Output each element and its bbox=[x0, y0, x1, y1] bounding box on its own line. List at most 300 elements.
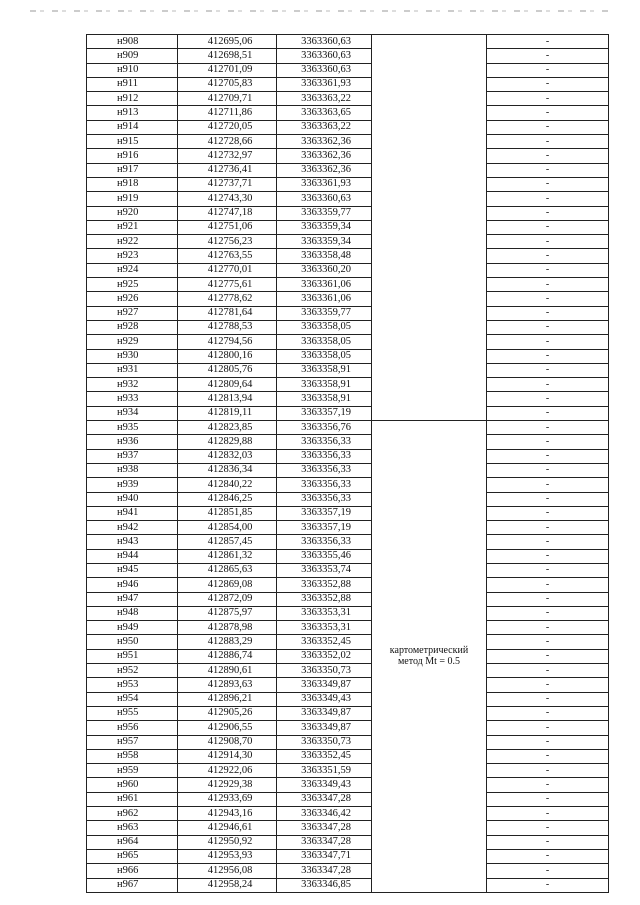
y-coordinate-cell: 3363357,19 bbox=[277, 521, 372, 535]
dash-cell: - bbox=[487, 606, 609, 620]
table-row bbox=[87, 621, 609, 635]
y-coordinate-cell: 3363349,87 bbox=[277, 721, 372, 735]
dash-cell: - bbox=[487, 864, 609, 878]
y-coordinate-cell: 3363353,31 bbox=[277, 621, 372, 635]
table-row bbox=[87, 49, 609, 63]
x-coordinate-cell: 412800,16 bbox=[178, 349, 277, 363]
point-number-cell: н965 bbox=[87, 849, 178, 863]
point-number-cell: н933 bbox=[87, 392, 178, 406]
y-coordinate-cell: 3363347,28 bbox=[277, 864, 372, 878]
x-coordinate-cell: 412775,61 bbox=[178, 278, 277, 292]
y-coordinate-cell: 3363356,33 bbox=[277, 449, 372, 463]
dash-cell: - bbox=[487, 821, 609, 835]
point-number-cell: н955 bbox=[87, 706, 178, 720]
y-coordinate-cell: 3363361,06 bbox=[277, 278, 372, 292]
x-coordinate-cell: 412890,61 bbox=[178, 664, 277, 678]
y-coordinate-cell: 3363353,31 bbox=[277, 606, 372, 620]
y-coordinate-cell: 3363352,45 bbox=[277, 749, 372, 763]
x-coordinate-cell: 412846,25 bbox=[178, 492, 277, 506]
method-label-line2: метод Mt = 0.5 bbox=[397, 656, 461, 668]
x-coordinate-cell: 412922,06 bbox=[178, 764, 277, 778]
dash-cell: - bbox=[487, 492, 609, 506]
y-coordinate-cell: 3363357,19 bbox=[277, 406, 372, 420]
point-number-cell: н925 bbox=[87, 278, 178, 292]
table-row bbox=[87, 535, 609, 549]
dash-cell: - bbox=[487, 63, 609, 77]
point-number-cell: н918 bbox=[87, 177, 178, 191]
x-coordinate-cell: 412698,51 bbox=[178, 49, 277, 63]
dash-cell: - bbox=[487, 278, 609, 292]
point-number-cell: н923 bbox=[87, 249, 178, 263]
y-coordinate-cell: 3363360,63 bbox=[277, 63, 372, 77]
table-row bbox=[87, 549, 609, 563]
point-number-cell: н928 bbox=[87, 320, 178, 334]
x-coordinate-cell: 412905,26 bbox=[178, 706, 277, 720]
x-coordinate-cell: 412728,66 bbox=[178, 135, 277, 149]
y-coordinate-cell: 3363358,05 bbox=[277, 320, 372, 334]
point-number-cell: н909 bbox=[87, 49, 178, 63]
table-row bbox=[87, 263, 609, 277]
x-coordinate-cell: 412819,11 bbox=[178, 406, 277, 420]
x-coordinate-cell: 412770,01 bbox=[178, 263, 277, 277]
table-row bbox=[87, 521, 609, 535]
point-number-cell: н940 bbox=[87, 492, 178, 506]
point-number-cell: н943 bbox=[87, 535, 178, 549]
table-row bbox=[87, 478, 609, 492]
y-coordinate-cell: 3363353,74 bbox=[277, 563, 372, 577]
table-row bbox=[87, 563, 609, 577]
y-coordinate-cell: 3363347,28 bbox=[277, 792, 372, 806]
y-coordinate-cell: 3363352,02 bbox=[277, 649, 372, 663]
dash-cell: - bbox=[487, 306, 609, 320]
dash-cell: - bbox=[487, 35, 609, 49]
y-coordinate-cell: 3363356,76 bbox=[277, 421, 372, 435]
dash-cell: - bbox=[487, 506, 609, 520]
point-number-cell: н948 bbox=[87, 606, 178, 620]
y-coordinate-cell: 3363346,42 bbox=[277, 807, 372, 821]
dash-cell: - bbox=[487, 263, 609, 277]
table-row bbox=[87, 864, 609, 878]
y-coordinate-cell: 3363356,33 bbox=[277, 435, 372, 449]
x-coordinate-cell: 412823,85 bbox=[178, 421, 277, 435]
table-row bbox=[87, 106, 609, 120]
point-number-cell: н950 bbox=[87, 635, 178, 649]
x-coordinate-cell: 412756,23 bbox=[178, 235, 277, 249]
y-coordinate-cell: 3363359,34 bbox=[277, 220, 372, 234]
y-coordinate-cell: 3363362,36 bbox=[277, 149, 372, 163]
dash-cell: - bbox=[487, 320, 609, 334]
dash-cell: - bbox=[487, 621, 609, 635]
table-row bbox=[87, 249, 609, 263]
dash-cell: - bbox=[487, 706, 609, 720]
y-coordinate-cell: 3363352,88 bbox=[277, 578, 372, 592]
x-coordinate-cell: 412778,62 bbox=[178, 292, 277, 306]
table-row bbox=[87, 449, 609, 463]
y-coordinate-cell: 3363347,28 bbox=[277, 821, 372, 835]
table-row bbox=[87, 77, 609, 91]
x-coordinate-cell: 412851,85 bbox=[178, 506, 277, 520]
dash-cell: - bbox=[487, 363, 609, 377]
table-row bbox=[87, 821, 609, 835]
point-number-cell: н926 bbox=[87, 292, 178, 306]
x-coordinate-cell: 412914,30 bbox=[178, 749, 277, 763]
dash-cell: - bbox=[487, 249, 609, 263]
point-number-cell: н915 bbox=[87, 135, 178, 149]
y-coordinate-cell: 3363349,43 bbox=[277, 692, 372, 706]
dash-cell: - bbox=[487, 849, 609, 863]
y-coordinate-cell: 3363360,63 bbox=[277, 49, 372, 63]
dash-cell: - bbox=[487, 449, 609, 463]
table-row bbox=[87, 749, 609, 763]
method-label-line1: картометрический bbox=[389, 645, 469, 657]
table-row bbox=[87, 120, 609, 134]
y-coordinate-cell: 3363358,05 bbox=[277, 335, 372, 349]
point-number-cell: н963 bbox=[87, 821, 178, 835]
dash-cell: - bbox=[487, 406, 609, 420]
table-row bbox=[87, 335, 609, 349]
dash-cell: - bbox=[487, 149, 609, 163]
dash-cell: - bbox=[487, 120, 609, 134]
dash-cell: - bbox=[487, 235, 609, 249]
dash-cell: - bbox=[487, 335, 609, 349]
x-coordinate-cell: 412701,09 bbox=[178, 63, 277, 77]
y-coordinate-cell: 3363356,33 bbox=[277, 463, 372, 477]
dash-cell: - bbox=[487, 349, 609, 363]
y-coordinate-cell: 3363360,20 bbox=[277, 263, 372, 277]
point-number-cell: н912 bbox=[87, 92, 178, 106]
scan-artifact-line bbox=[30, 10, 610, 12]
table-row bbox=[87, 92, 609, 106]
table-row bbox=[87, 778, 609, 792]
point-number-cell: н938 bbox=[87, 463, 178, 477]
dash-cell: - bbox=[487, 664, 609, 678]
y-coordinate-cell: 3363347,71 bbox=[277, 849, 372, 863]
table-row bbox=[87, 792, 609, 806]
x-coordinate-cell: 412751,06 bbox=[178, 220, 277, 234]
y-coordinate-cell: 3363351,59 bbox=[277, 764, 372, 778]
point-number-cell: н954 bbox=[87, 692, 178, 706]
x-coordinate-cell: 412832,03 bbox=[178, 449, 277, 463]
point-number-cell: н962 bbox=[87, 807, 178, 821]
coordinates-table-body bbox=[87, 35, 609, 893]
y-coordinate-cell: 3363350,73 bbox=[277, 735, 372, 749]
table-row bbox=[87, 878, 609, 892]
point-number-cell: н910 bbox=[87, 63, 178, 77]
point-number-cell: н921 bbox=[87, 220, 178, 234]
dash-cell: - bbox=[487, 835, 609, 849]
y-coordinate-cell: 3363347,28 bbox=[277, 835, 372, 849]
x-coordinate-cell: 412788,53 bbox=[178, 320, 277, 334]
y-coordinate-cell: 3363346,85 bbox=[277, 878, 372, 892]
point-number-cell: н936 bbox=[87, 435, 178, 449]
y-coordinate-cell: 3363360,63 bbox=[277, 192, 372, 206]
point-number-cell: н964 bbox=[87, 835, 178, 849]
y-coordinate-cell: 3363358,91 bbox=[277, 392, 372, 406]
table-row bbox=[87, 177, 609, 191]
dash-cell: - bbox=[487, 292, 609, 306]
x-coordinate-cell: 412736,41 bbox=[178, 163, 277, 177]
point-number-cell: н947 bbox=[87, 592, 178, 606]
x-coordinate-cell: 412906,55 bbox=[178, 721, 277, 735]
point-number-cell: н944 bbox=[87, 549, 178, 563]
point-number-cell: н927 bbox=[87, 306, 178, 320]
dash-cell: - bbox=[487, 206, 609, 220]
x-coordinate-cell: 412950,92 bbox=[178, 835, 277, 849]
point-number-cell: н908 bbox=[87, 35, 178, 49]
x-coordinate-cell: 412886,74 bbox=[178, 649, 277, 663]
x-coordinate-cell: 412953,93 bbox=[178, 849, 277, 863]
table-row bbox=[87, 592, 609, 606]
y-coordinate-cell: 3363361,93 bbox=[277, 77, 372, 91]
point-number-cell: н913 bbox=[87, 106, 178, 120]
y-coordinate-cell: 3363362,36 bbox=[277, 163, 372, 177]
dash-cell: - bbox=[487, 478, 609, 492]
y-coordinate-cell: 3363356,33 bbox=[277, 478, 372, 492]
point-number-cell: н945 bbox=[87, 563, 178, 577]
point-number-cell: н931 bbox=[87, 363, 178, 377]
table-row bbox=[87, 306, 609, 320]
dash-cell: - bbox=[487, 549, 609, 563]
table-row bbox=[87, 35, 609, 49]
x-coordinate-cell: 412805,76 bbox=[178, 363, 277, 377]
dash-cell: - bbox=[487, 807, 609, 821]
table-row bbox=[87, 807, 609, 821]
point-number-cell: н939 bbox=[87, 478, 178, 492]
point-number-cell: н959 bbox=[87, 764, 178, 778]
dash-cell: - bbox=[487, 792, 609, 806]
x-coordinate-cell: 412829,88 bbox=[178, 435, 277, 449]
dash-cell: - bbox=[487, 878, 609, 892]
point-number-cell: н942 bbox=[87, 521, 178, 535]
table-row bbox=[87, 849, 609, 863]
x-coordinate-cell: 412946,61 bbox=[178, 821, 277, 835]
x-coordinate-cell: 412933,69 bbox=[178, 792, 277, 806]
y-coordinate-cell: 3363356,33 bbox=[277, 535, 372, 549]
point-number-cell: н951 bbox=[87, 649, 178, 663]
x-coordinate-cell: 412813,94 bbox=[178, 392, 277, 406]
x-coordinate-cell: 412720,05 bbox=[178, 120, 277, 134]
point-number-cell: н930 bbox=[87, 349, 178, 363]
dash-cell: - bbox=[487, 535, 609, 549]
dash-cell: - bbox=[487, 220, 609, 234]
point-number-cell: н935 bbox=[87, 421, 178, 435]
point-number-cell: н920 bbox=[87, 206, 178, 220]
y-coordinate-cell: 3363363,22 bbox=[277, 92, 372, 106]
table-row bbox=[87, 363, 609, 377]
y-coordinate-cell: 3363359,34 bbox=[277, 235, 372, 249]
x-coordinate-cell: 412908,70 bbox=[178, 735, 277, 749]
table-row bbox=[87, 721, 609, 735]
x-coordinate-cell: 412857,45 bbox=[178, 535, 277, 549]
point-number-cell: н953 bbox=[87, 678, 178, 692]
dash-cell: - bbox=[487, 563, 609, 577]
x-coordinate-cell: 412711,86 bbox=[178, 106, 277, 120]
point-number-cell: н956 bbox=[87, 721, 178, 735]
x-coordinate-cell: 412958,24 bbox=[178, 878, 277, 892]
dash-cell: - bbox=[487, 692, 609, 706]
table-row bbox=[87, 235, 609, 249]
x-coordinate-cell: 412854,00 bbox=[178, 521, 277, 535]
x-coordinate-cell: 412883,29 bbox=[178, 635, 277, 649]
table-row bbox=[87, 835, 609, 849]
x-coordinate-cell: 412840,22 bbox=[178, 478, 277, 492]
x-coordinate-cell: 412869,08 bbox=[178, 578, 277, 592]
dash-cell: - bbox=[487, 177, 609, 191]
x-coordinate-cell: 412705,83 bbox=[178, 77, 277, 91]
table-row bbox=[87, 692, 609, 706]
dash-cell: - bbox=[487, 435, 609, 449]
dash-cell: - bbox=[487, 749, 609, 763]
point-number-cell: н960 bbox=[87, 778, 178, 792]
table-row bbox=[87, 349, 609, 363]
table-row bbox=[87, 278, 609, 292]
x-coordinate-cell: 412709,71 bbox=[178, 92, 277, 106]
point-number-cell: н937 bbox=[87, 449, 178, 463]
x-coordinate-cell: 412872,09 bbox=[178, 592, 277, 606]
point-number-cell: н916 bbox=[87, 149, 178, 163]
y-coordinate-cell: 3363362,36 bbox=[277, 135, 372, 149]
point-number-cell: н911 bbox=[87, 77, 178, 91]
x-coordinate-cell: 412737,71 bbox=[178, 177, 277, 191]
x-coordinate-cell: 412747,18 bbox=[178, 206, 277, 220]
point-number-cell: н966 bbox=[87, 864, 178, 878]
dash-cell: - bbox=[487, 578, 609, 592]
table-row bbox=[87, 149, 609, 163]
point-number-cell: н922 bbox=[87, 235, 178, 249]
table-row bbox=[87, 206, 609, 220]
table-row bbox=[87, 606, 609, 620]
y-coordinate-cell: 3363356,33 bbox=[277, 492, 372, 506]
x-coordinate-cell: 412861,32 bbox=[178, 549, 277, 563]
dash-cell: - bbox=[487, 163, 609, 177]
table-row bbox=[87, 63, 609, 77]
table-row bbox=[87, 163, 609, 177]
y-coordinate-cell: 3363349,43 bbox=[277, 778, 372, 792]
table-row bbox=[87, 578, 609, 592]
table-row bbox=[87, 192, 609, 206]
table-row bbox=[87, 392, 609, 406]
y-coordinate-cell: 3363349,87 bbox=[277, 678, 372, 692]
coordinates-table bbox=[86, 34, 609, 893]
point-number-cell: н932 bbox=[87, 378, 178, 392]
point-number-cell: н949 bbox=[87, 621, 178, 635]
y-coordinate-cell: 3363358,48 bbox=[277, 249, 372, 263]
dash-cell: - bbox=[487, 721, 609, 735]
table-row bbox=[87, 649, 609, 663]
y-coordinate-cell: 3363360,63 bbox=[277, 35, 372, 49]
dash-cell: - bbox=[487, 378, 609, 392]
point-number-cell: н917 bbox=[87, 163, 178, 177]
dash-cell: - bbox=[487, 392, 609, 406]
point-number-cell: н958 bbox=[87, 749, 178, 763]
y-coordinate-cell: 3363358,05 bbox=[277, 349, 372, 363]
x-coordinate-cell: 412896,21 bbox=[178, 692, 277, 706]
table-row bbox=[87, 435, 609, 449]
table-row bbox=[87, 463, 609, 477]
x-coordinate-cell: 412943,16 bbox=[178, 807, 277, 821]
method-cell-empty bbox=[372, 35, 487, 421]
y-coordinate-cell: 3363358,91 bbox=[277, 363, 372, 377]
y-coordinate-cell: 3363357,19 bbox=[277, 506, 372, 520]
x-coordinate-cell: 412893,63 bbox=[178, 678, 277, 692]
dash-cell: - bbox=[487, 135, 609, 149]
y-coordinate-cell: 3363359,77 bbox=[277, 306, 372, 320]
dash-cell: - bbox=[487, 649, 609, 663]
y-coordinate-cell: 3363355,46 bbox=[277, 549, 372, 563]
table-row bbox=[87, 506, 609, 520]
x-coordinate-cell: 412836,34 bbox=[178, 463, 277, 477]
table-row bbox=[87, 678, 609, 692]
table-row bbox=[87, 635, 609, 649]
dash-cell: - bbox=[487, 778, 609, 792]
x-coordinate-cell: 412865,63 bbox=[178, 563, 277, 577]
y-coordinate-cell: 3363352,88 bbox=[277, 592, 372, 606]
table-row bbox=[87, 220, 609, 234]
x-coordinate-cell: 412743,30 bbox=[178, 192, 277, 206]
x-coordinate-cell: 412732,97 bbox=[178, 149, 277, 163]
y-coordinate-cell: 3363363,22 bbox=[277, 120, 372, 134]
point-number-cell: н929 bbox=[87, 335, 178, 349]
x-coordinate-cell: 412695,06 bbox=[178, 35, 277, 49]
y-coordinate-cell: 3363359,77 bbox=[277, 206, 372, 220]
table-row bbox=[87, 735, 609, 749]
dash-cell: - bbox=[487, 106, 609, 120]
point-number-cell: н967 bbox=[87, 878, 178, 892]
table-row bbox=[87, 764, 609, 778]
x-coordinate-cell: 412809,64 bbox=[178, 378, 277, 392]
x-coordinate-cell: 412956,08 bbox=[178, 864, 277, 878]
y-coordinate-cell: 3363358,91 bbox=[277, 378, 372, 392]
dash-cell: - bbox=[487, 77, 609, 91]
table-row bbox=[87, 406, 609, 420]
x-coordinate-cell: 412794,56 bbox=[178, 335, 277, 349]
y-coordinate-cell: 3363352,45 bbox=[277, 635, 372, 649]
x-coordinate-cell: 412929,38 bbox=[178, 778, 277, 792]
point-number-cell: н934 bbox=[87, 406, 178, 420]
method-cell bbox=[372, 421, 487, 893]
y-coordinate-cell: 3363349,87 bbox=[277, 706, 372, 720]
dash-cell: - bbox=[487, 92, 609, 106]
point-number-cell: н961 bbox=[87, 792, 178, 806]
point-number-cell: н914 bbox=[87, 120, 178, 134]
dash-cell: - bbox=[487, 635, 609, 649]
table-row bbox=[87, 492, 609, 506]
point-number-cell: н919 bbox=[87, 192, 178, 206]
table-row bbox=[87, 706, 609, 720]
point-number-cell: н946 bbox=[87, 578, 178, 592]
y-coordinate-cell: 3363361,06 bbox=[277, 292, 372, 306]
x-coordinate-cell: 412763,55 bbox=[178, 249, 277, 263]
dash-cell: - bbox=[487, 735, 609, 749]
dash-cell: - bbox=[487, 521, 609, 535]
dash-cell: - bbox=[487, 192, 609, 206]
table-row bbox=[87, 292, 609, 306]
y-coordinate-cell: 3363363,65 bbox=[277, 106, 372, 120]
table-row bbox=[87, 421, 609, 435]
table-row bbox=[87, 135, 609, 149]
x-coordinate-cell: 412878,98 bbox=[178, 621, 277, 635]
table-row bbox=[87, 378, 609, 392]
point-number-cell: н924 bbox=[87, 263, 178, 277]
point-number-cell: н952 bbox=[87, 664, 178, 678]
point-number-cell: н941 bbox=[87, 506, 178, 520]
table-row bbox=[87, 320, 609, 334]
dash-cell: - bbox=[487, 463, 609, 477]
table-row bbox=[87, 664, 609, 678]
dash-cell: - bbox=[487, 678, 609, 692]
y-coordinate-cell: 3363350,73 bbox=[277, 664, 372, 678]
dash-cell: - bbox=[487, 49, 609, 63]
